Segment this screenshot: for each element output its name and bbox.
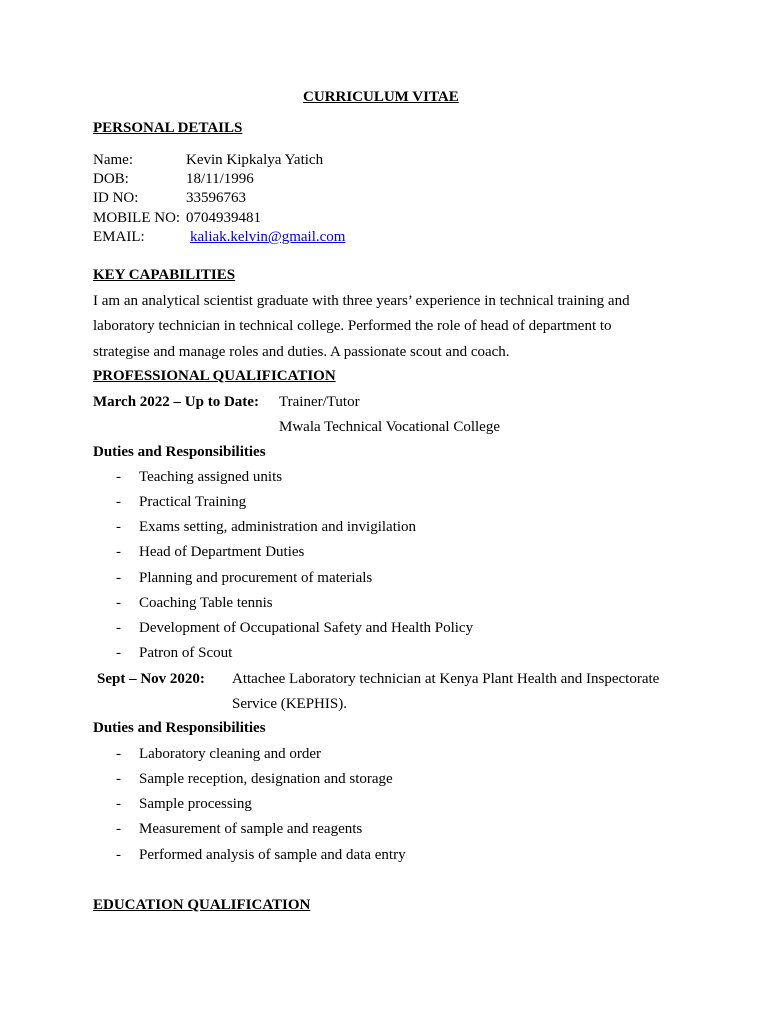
mobile-label: MOBILE NO:	[93, 210, 181, 226]
job-2-duties-heading: Duties and Responsibilities	[93, 720, 266, 736]
key-capabilities-heading: KEY CAPABILITIES	[93, 267, 236, 283]
list-item-text: Head of Department Duties	[139, 544, 305, 560]
capabilities-line-3: strategise and manage roles and duties. A passionate scout and coach.	[93, 344, 510, 360]
job-2-title: Attachee Laboratory technician at Kenya Plant Health and Inspectorate	[232, 671, 660, 687]
mobile-value: 0704939481	[186, 210, 261, 226]
bullet-dash: -	[116, 847, 121, 863]
capabilities-line-1: I am an analytical scientist graduate with three years’ experience in technical training and	[93, 293, 630, 309]
dob-value: 18/11/1996	[186, 171, 254, 187]
email-label: EMAIL:	[93, 229, 145, 245]
bullet-dash: -	[116, 494, 121, 510]
job-2-employer: Service (KEPHIS).	[232, 696, 347, 712]
list-item-text: Planning and procurement of materials	[139, 570, 373, 586]
bullet-dash: -	[116, 796, 121, 812]
email-link[interactable]: kaliak.kelvin@gmail.com	[190, 229, 346, 245]
education-qualification-heading: EDUCATION QUALIFICATION	[93, 897, 311, 913]
bullet-dash: -	[116, 519, 121, 535]
bullet-dash: -	[116, 595, 121, 611]
bullet-dash: -	[116, 620, 121, 636]
job-1-employer: Mwala Technical Vocational College	[279, 419, 500, 435]
list-item-text: Development of Occupational Safety and Health Policy	[139, 620, 474, 636]
dob-label: DOB:	[93, 171, 129, 187]
bullet-dash: -	[116, 821, 121, 837]
bullet-dash: -	[116, 570, 121, 586]
list-item-text: Coaching Table tennis	[139, 595, 273, 611]
list-item-text: Measurement of sample and reagents	[139, 821, 363, 837]
list-item-text: Laboratory cleaning and order	[139, 746, 321, 762]
name-value: Kevin Kipkalya Yatich	[186, 152, 324, 168]
job-2-period: Sept – Nov 2020:	[97, 671, 205, 687]
page-title: CURRICULUM VITAE	[303, 89, 459, 105]
bullet-dash: -	[116, 469, 121, 485]
bullet-dash: -	[116, 645, 121, 661]
id-label: ID NO:	[93, 190, 139, 206]
list-item-text: Patron of Scout	[139, 645, 233, 661]
bullet-dash: -	[116, 771, 121, 787]
bullet-dash: -	[116, 746, 121, 762]
bullet-dash: -	[116, 544, 121, 560]
list-item-text: Sample processing	[139, 796, 252, 812]
job-1-duties-heading: Duties and Responsibilities	[93, 444, 266, 460]
list-item-text: Practical Training	[139, 494, 247, 510]
name-label: Name:	[93, 152, 133, 168]
list-item-text: Sample reception, designation and storage	[139, 771, 393, 787]
personal-details-heading: PERSONAL DETAILS	[93, 120, 243, 136]
job-1-period: March 2022 – Up to Date:	[93, 394, 259, 410]
job-1-title: Trainer/Tutor	[279, 394, 360, 410]
list-item-text: Exams setting, administration and invigilation	[139, 519, 417, 535]
professional-qualification-heading: PROFESSIONAL QUALIFICATION	[93, 368, 336, 384]
list-item-text: Performed analysis of sample and data entry	[139, 847, 406, 863]
capabilities-line-2: laboratory technician in technical college. Performed the role of head of department to	[93, 318, 612, 334]
list-item-text: Teaching assigned units	[139, 469, 283, 485]
id-value: 33596763	[186, 190, 246, 206]
